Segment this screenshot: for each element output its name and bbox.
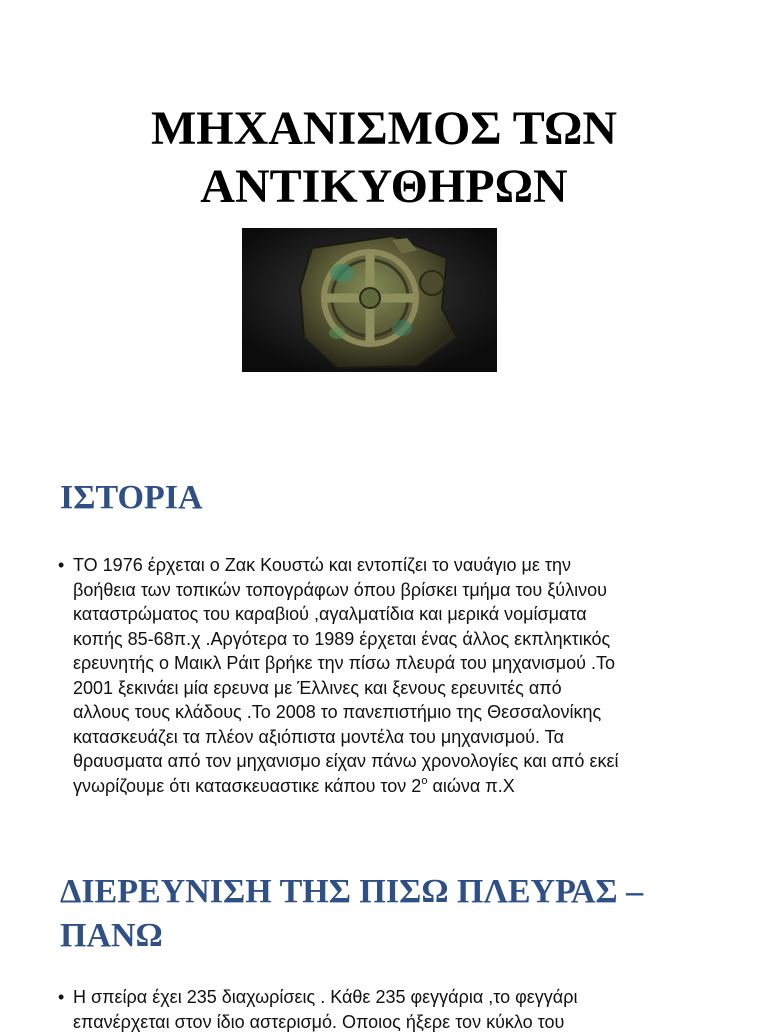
history-bullet [58,553,718,798]
history-text [73,553,718,798]
history-line-8: κατασκευάζει τα πλέον αξιόπιστα μοντέλα του μηχανισμού. Τα [73,725,718,750]
investigation-text [73,985,718,1034]
history-line-10-start: γνωρίζουμε ότι κατασκευαστικε κάπου τον 2 [73,776,421,796]
history-line-10-end: αιώνα π.Χ [427,776,514,796]
investigation-heading-line-1: ΔΙΕΡΕΥΝΙΣΗ ΤΗΣ ΠΙΣΩ ΠΛΕΥΡΑΣ – [60,870,643,914]
ordinal-superscript: ο [421,775,427,787]
history-line-1: ΤΟ 1976 έρχεται ο Ζακ Κουστώ και εντοπίζει το ναυάγιο με την [73,553,718,578]
slide-title [0,100,768,216]
history-line-7: αλλους τους κλάδους .Το 2008 το πανεπιστήμιο της Θεσσαλονίκης [73,700,718,725]
history-line-5: ερευνητής ο Μαικλ Ράιτ βρήκε την πίσω πλευρά του μηχανισμού .Το [73,651,718,676]
slide-title-line-2: ΑΝΤΙΚΥΘΗΡΩΝ [0,158,768,216]
antikythera-mechanism-photo [242,228,497,372]
history-line-9: θραυσματα από τον μηχανισμο είχαν πάνω χρονολογίες και από εκεί [73,749,718,774]
bullet-icon: • [58,985,64,1010]
history-line-3: καταστρώματος του καραβιού ,αγαλματίδια και μερικά νομίσματα [73,602,718,627]
investigation-line-1: Η σπείρα έχει 235 διαχωρίσεις . Κάθε 235 φεγγάρια ,το φεγγάρι [73,985,718,1010]
history-line-10 [73,774,718,799]
mechanism-illustration [242,228,497,372]
investigation-heading-line-2: ΠΑΝΩ [60,914,643,958]
investigation-line-2: επανέρχεται στον ίδιο αστερισμό. Οποιος ήξερε τον κύκλο του [73,1010,718,1034]
history-line-6: 2001 ξεκινάει μία ερευνα με Έλλινες και ξενους ερευνιτές από [73,676,718,701]
slide-title-line-1: ΜΗΧΑΝΙΣΜΟΣ ΤΩΝ [0,100,768,158]
history-line-4: κοπής 85-68π.χ .Αργότερα το 1989 έρχεται ένας άλλος εκπληκτικός [73,627,718,652]
bullet-icon: • [58,553,64,578]
history-heading: ΙΣΤΟΡΙΑ [60,476,203,520]
investigation-heading [60,870,643,958]
investigation-bullet [58,985,718,1034]
history-line-2: βοήθεια των τοπικών τοπογράφων όπου βρίσκει τμήμα του ξύλινου [73,578,718,603]
